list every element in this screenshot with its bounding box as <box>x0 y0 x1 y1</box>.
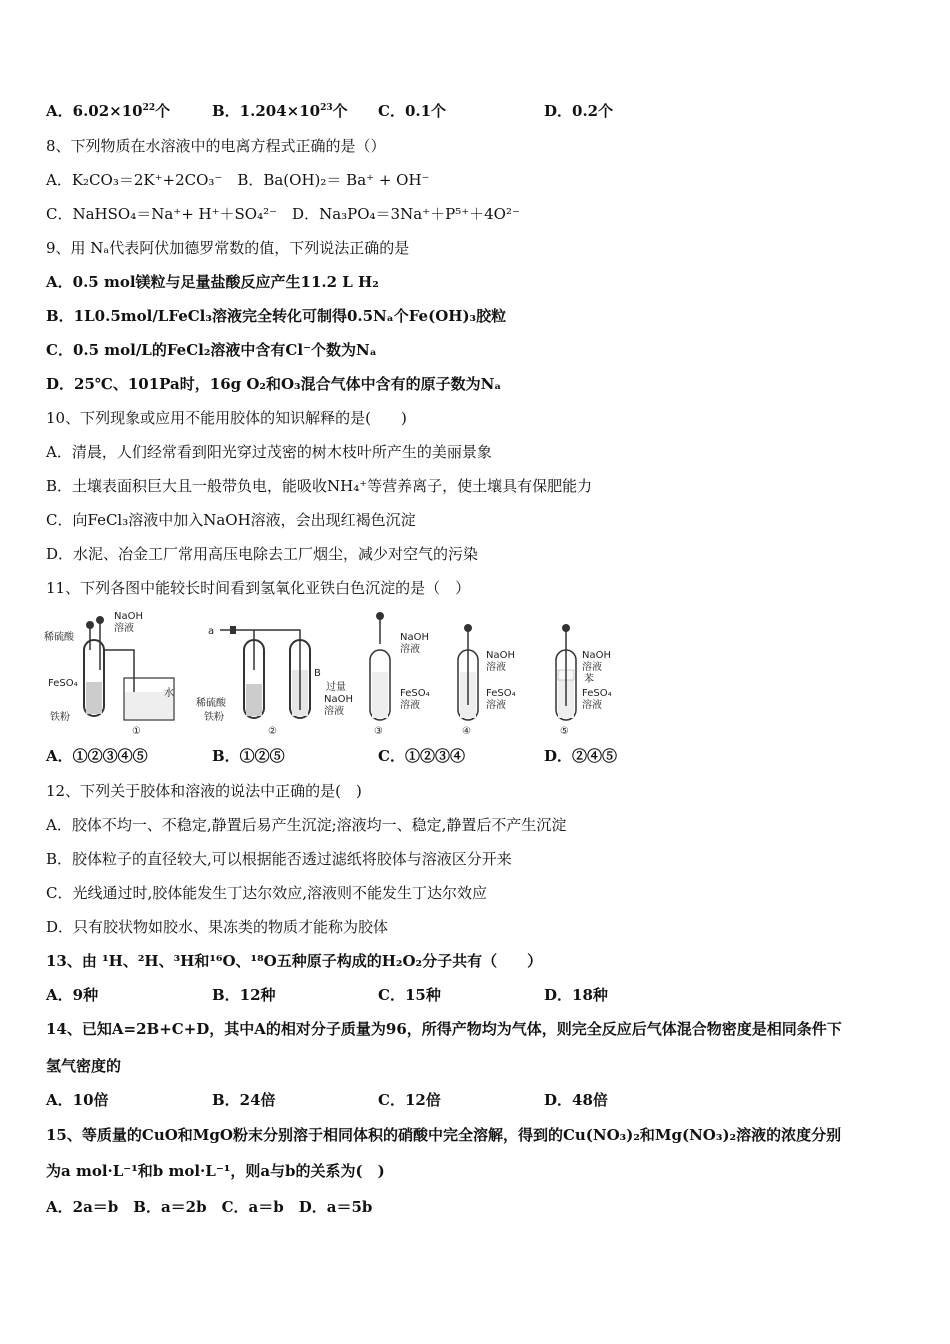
q10-option-b: B．土壤表面积巨大且一般带负电，能吸收NH₄⁺等营养离子，使土壤具有保肥能力 <box>46 477 593 495</box>
q11-options <box>46 746 710 766</box>
q12-option-b: B．胶体粒子的直径较大,可以根据能否透过滤纸将胶体与溶液区分开来 <box>46 850 512 868</box>
figure-4 <box>458 624 516 737</box>
q7-option-a: A．$6.02\times 10^{22}$个 <box>46 102 171 120</box>
figure-1 <box>44 611 174 737</box>
fig2-tiefen: 铁粉 <box>204 712 224 723</box>
q10-option-d: D．水泥、冶金工厂常用高压电除去工厂烟尘，减少对空气的污染 <box>46 545 479 563</box>
q11-apparatus-figures <box>44 610 644 738</box>
q10-option-c: C．向FeCl₃溶液中加入NaOH溶液，会出现红褐色沉淀 <box>46 511 416 529</box>
q14-stem-line2: 氢气密度的 <box>46 1057 122 1075</box>
q11-option-a: A．①②③④⑤ <box>46 747 148 765</box>
fig1-rongye: 溶液 <box>114 623 134 634</box>
fig2-xlsuan: 稀硫酸 <box>196 698 226 709</box>
fig5-rongye2: 溶液 <box>582 700 602 711</box>
q7-option-c: C．0.1个 <box>378 102 447 120</box>
q11-option-c: C．①②③④ <box>378 747 465 765</box>
figure-2 <box>196 626 353 737</box>
q9-option-d: D．25℃、101Pa时，16g O₂和O₃混合气体中含有的原子数为Nₐ <box>46 375 502 393</box>
q13-options <box>46 985 710 1005</box>
q15-stem-line2: 为a mol·L⁻¹和b mol·L⁻¹，则a与b的关系为( ) <box>46 1162 385 1180</box>
q12-option-a: A．胶体不均一、不稳定,静置后易产生沉淀;溶液均一、稳定,静置后不产生沉淀 <box>46 816 567 834</box>
fig4-naoh: NaOH <box>486 650 515 661</box>
q8-line2: C．NaHSO₄＝Na⁺+ H⁺＋SO₄²⁻ D．Na₃PO₄＝3Na⁺＋P⁵⁺＋4O²⁻ <box>46 205 520 223</box>
fig1-xlsuan: 稀硫酸 <box>44 632 74 643</box>
q14-option-b: B．24倍 <box>212 1091 276 1109</box>
q9-option-b: B．1L0.5mol/LFeCl₃溶液完全转化可制得0.5Nₐ个Fe(OH)₃胶粒 <box>46 307 507 325</box>
q14-option-c: C．12倍 <box>378 1091 441 1109</box>
q11-stem: 11、下列各图中能较长时间看到氢氧化亚铁白色沉淀的是（ ） <box>46 579 471 597</box>
fig5-rongye: 溶液 <box>582 662 602 673</box>
fig3-naoh: NaOH <box>400 632 429 643</box>
q11-option-d: D．②④⑤ <box>544 747 618 765</box>
q9-option-c: C．0.5 mol/L的FeCl₂溶液中含有Cl⁻个数为Nₐ <box>46 341 377 359</box>
fig3-rongye2: 溶液 <box>400 700 420 711</box>
q11-option-b: B．①②⑤ <box>212 747 285 765</box>
fig3-number: ③ <box>374 726 383 737</box>
q12-stem: 12、下列关于胶体和溶液的说法中正确的是( ) <box>46 782 362 800</box>
figure-5 <box>556 624 612 737</box>
fig1-number: ① <box>132 726 141 737</box>
figure-3 <box>370 612 430 737</box>
q9-option-a: A．0.5 mol镁粒与足量盐酸反应产生11.2 L H₂ <box>46 273 379 291</box>
q12-option-d: D．只有胶状物如胶水、果冻类的物质才能称为胶体 <box>46 918 389 936</box>
fig1-shui: 水 <box>164 688 174 699</box>
fig5-feso4: FeSO₄ <box>582 688 612 699</box>
q8-stem: 8、下列物质在水溶液中的电离方程式正确的是（） <box>46 137 386 155</box>
q13-option-b: B．12种 <box>212 986 276 1004</box>
q10-option-a: A．清晨，人们经常看到阳光穿过茂密的树木枝叶所产生的美丽景象 <box>46 443 492 461</box>
q14-options <box>46 1090 710 1110</box>
fig5-number: ⑤ <box>560 726 569 737</box>
q14-stem-line1: 14、已知A=2B+C+D，其中A的相对分子质量为96，所得产物均为气体，则完全反应后气体混合物密度是相同条件下 <box>46 1020 842 1038</box>
q13-option-a: A．9种 <box>46 986 99 1004</box>
q8-line1: A．K₂CO₃＝2K⁺+2CO₃⁻ B．Ba(OH)₂＝ Ba⁺ + OH⁻ <box>46 171 430 189</box>
q7-option-b: B．$1.204\times 10^{23}$个 <box>212 102 348 120</box>
fig2-guoliang: 过量 <box>326 682 346 693</box>
q13-option-c: C．15种 <box>378 986 441 1004</box>
fig2-number: ② <box>268 726 277 737</box>
q7-option-d: D．0.2个 <box>544 102 614 120</box>
fig3-rongye: 溶液 <box>400 644 420 655</box>
q9-stem: 9、用 Nₐ代表阿伏加德罗常数的值，下列说法正确的是 <box>46 239 410 257</box>
fig4-number: ④ <box>462 726 471 737</box>
q15-options: A．2a＝b B．a＝2b C．a＝b D．a＝5b <box>46 1198 373 1216</box>
fig5-naoh: NaOH <box>582 650 611 661</box>
q14-option-a: A．10倍 <box>46 1091 109 1109</box>
q10-stem: 10、下列现象或应用不能用胶体的知识解释的是( ) <box>46 409 407 427</box>
fig5-ben: 苯 <box>584 674 594 685</box>
fig1-feso4: FeSO₄ <box>48 678 78 689</box>
fig3-feso4: FeSO₄ <box>400 688 430 699</box>
fig1-tiefen: 铁粉 <box>50 712 70 723</box>
fig1-naoh: NaOH <box>114 611 143 622</box>
q13-option-d: D．18种 <box>544 986 608 1004</box>
fig2-rongye: 溶液 <box>324 706 344 717</box>
q7-options <box>46 101 710 121</box>
fig4-rongye: 溶液 <box>486 662 506 673</box>
q12-option-c: C．光线通过时,胶体能发生丁达尔效应,溶液则不能发生丁达尔效应 <box>46 884 488 902</box>
q15-stem-line1: 15、等质量的CuO和MgO粉末分别溶于相同体积的硝酸中完全溶解，得到的Cu(NO₃)₂和Mg(NO₃)₂溶液的浓度分别 <box>46 1126 842 1144</box>
fig2-b: B <box>314 668 321 679</box>
q13-stem: 13、由 ¹H、²H、³H和¹⁶O、¹⁸O五种原子构成的H₂O₂分子共有（ ） <box>46 952 543 970</box>
fig2-naoh: NaOH <box>324 694 353 705</box>
fig4-feso4: FeSO₄ <box>486 688 516 699</box>
fig4-rongye2: 溶液 <box>486 700 506 711</box>
fig2-a: a <box>208 626 215 637</box>
q14-option-d: D．48倍 <box>544 1091 608 1109</box>
